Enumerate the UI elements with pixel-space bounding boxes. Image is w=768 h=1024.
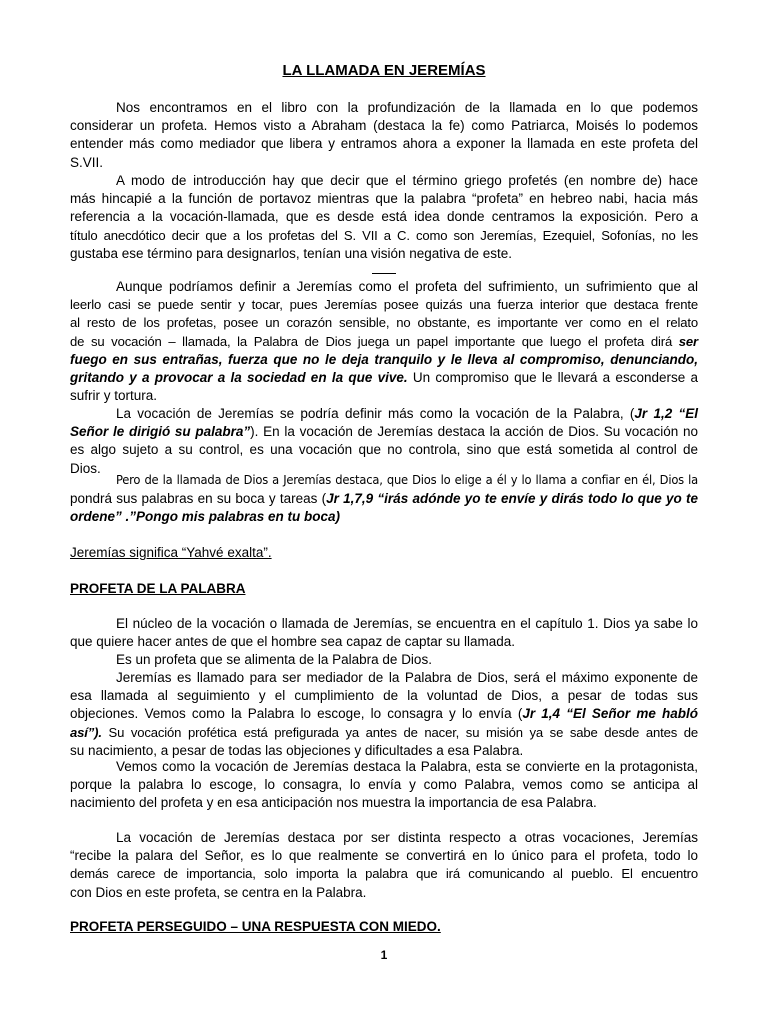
text-line: leerlo casi se puede sentir y tocar, pues Jeremías posee quizás una fuerza interior que destaca frente (70, 297, 698, 313)
text-line: nacimiento del profeta y en esa anticipación nos muestra la importancia de esa Palabra. (70, 795, 597, 811)
text-line: es algo sujeto a su control, es una vocación que no controla, sino que está sometida al control de (70, 442, 698, 458)
text-line: al resto de los profetas, posee un corazón sensible, no obstante, es importante ver como en el relato (70, 315, 698, 331)
text-line: gustaba ese término para designarlos, tenían una visión negativa de este. (70, 245, 513, 261)
paragraph-suffering (70, 278, 698, 405)
text-line: más hincapié a la función de portavoz mientras que la palabra “profeta” en hebreo nabi, hacia más (70, 191, 698, 207)
text-segment: Su vocación profética está prefigurada ya antes de nacer, su misión ya se sabe desde antes de (101, 724, 698, 740)
emphasis-text: gritando y a provocar a la sociedad en la que vive. (70, 370, 408, 386)
text-line (70, 369, 698, 387)
text-line: demás carece de importancia, solo importa la palabra que irá comunicando al pueblo. El encuentro (70, 866, 698, 882)
text-line (70, 423, 698, 441)
paragraph-nourished (70, 651, 698, 669)
text-line: su nacimiento, a pesar de todas las objeciones y dificultades a esa Palabra. (70, 742, 524, 758)
text-line (70, 333, 698, 351)
page-number: 1 (380, 948, 388, 962)
text-segment: ). En la vocación de Jeremías destaca la acción de Dios. Su vocación no (250, 424, 698, 440)
section-heading-word (70, 580, 698, 598)
text-segment: de su vocación – llamada, la Palabra de Dios juega un papel importante que luego el profeta dirá (70, 333, 679, 349)
bible-reference: Jr 1,2 “El (634, 406, 698, 421)
paragraph-nucleus (70, 615, 698, 651)
separator-line (372, 273, 396, 274)
text-line: Dios. (70, 460, 101, 476)
bible-quote: Señor le dirigió su palabra” (70, 424, 251, 440)
section-heading-text: PROFETA PERSEGUIDO – UNA RESPUESTA CON MIEDO. (70, 919, 441, 934)
text-line: porque la palabra lo escoge, lo consagra, lo envía y como Palabra, vemos como se anticipa al (70, 777, 698, 793)
emphasis-text: ser (678, 333, 698, 349)
text-line: S.VII. (70, 154, 104, 170)
text-line: A modo de introducción hay que decir que el término griego profetés (en nombre de) hace (116, 173, 698, 188)
text-line (70, 405, 698, 423)
bible-quote: Jr 1,4 “El Señor me habló (522, 706, 698, 722)
text-line (70, 490, 698, 508)
text-segment: pondrá sus palabras en su boca y tareas ( (70, 491, 327, 507)
text-line: considerar un profeta. Hemos visto a Abraham (destaca la fe) como Patriarca, Moisés lo podemos (70, 118, 698, 134)
bible-quote-line: ordene” .”Pongo mis palabras en tu boca) (70, 509, 341, 525)
name-meaning-text: Jeremías significa “Yahvé exalta”. (70, 545, 272, 560)
text-line (70, 724, 698, 742)
text-line: Jeremías es llamado para ser mediador de la Palabra de Dios, será el máximo exponente de (116, 670, 698, 685)
text-line: referencia a la vocación-llamada, que es desde está idea donde centramos la exposición. Pero a (70, 209, 698, 225)
document-title: LA LLAMADA EN JEREMÍAS (282, 62, 486, 79)
emphasis-line: fuego en sus entrañas, fuerza que no le deja tranquilo y le lleva al compromiso, denunciando, (70, 351, 698, 367)
text-line: Nos encontramos en el libro con la profundización de la llamada en lo que podemos (116, 100, 698, 115)
text-line: El núcleo de la vocación o llamada de Jeremías, se encuentra en el capítulo 1. Dios ya sabe lo (116, 616, 698, 631)
text-line: con Dios en este profeta, se centra en la Palabra. (70, 884, 367, 900)
bible-quote: así”). (70, 724, 102, 740)
text-segment: Un compromiso que le llevará a esconderse a (407, 370, 698, 386)
text-line (70, 705, 698, 723)
name-meaning (70, 544, 698, 562)
section-heading-persecuted (70, 918, 698, 936)
paragraph-intro (70, 99, 698, 172)
text-line: Aunque podríamos definir a Jeremías como el profeta del sufrimiento, un sufrimiento que al (116, 279, 698, 294)
text-segment: La vocación de Jeremías se podría definir más como la vocación de la Palabra, ( (116, 406, 635, 421)
text-segment: objeciones. Vemos como la Palabra lo escoge, lo consagra y lo envía ( (70, 706, 523, 722)
text-line: Pero de la llamada de Dios a Jeremías destaca, que Dios lo elige a él y lo llama a confiar en él, Dios la (116, 473, 698, 488)
text-line: Vemos como la vocación de Jeremías destaca la Palabra, esta se convierte en la protagonista, (116, 759, 698, 774)
bible-quote: Jr 1,7,9 “irás adónde yo te envíe y dirás todo lo que yo te (326, 491, 698, 507)
paragraph-introduction-term (70, 172, 698, 263)
text-line: que quiere hacer antes de que el hombre sea capaz de captar su llamada. (70, 634, 516, 650)
paragraph-distinct (70, 829, 698, 902)
paragraph-protagonist (70, 758, 698, 813)
text-line: “recibe la palara del Señor, es lo que realmente se convertirá en lo único para el profeta, todo lo (70, 848, 698, 864)
paragraph-mediator (70, 669, 698, 760)
text-line: entender más como mediador que libera y entramos ahora a exponer la llamada en este profeta del (70, 136, 698, 152)
text-line: sufrir y tortura. (70, 388, 158, 404)
section-heading-text: PROFETA DE LA PALABRA (70, 581, 246, 596)
text-line: Es un profeta que se alimenta de la Palabra de Dios. (116, 652, 432, 667)
paragraph-vocation-word (70, 405, 698, 478)
text-line: título anecdótico decir que a los profetas del S. VII a C. como son Jeremías, Ezequiel, Sofonías, no les (70, 227, 698, 243)
text-line: La vocación de Jeremías destaca por ser distinta respecto a otras vocaciones, Jeremías (116, 830, 698, 845)
text-line: esa llamada al seguimiento y el cumplimiento de la voluntad de Dios, a pesar de todas sus (70, 688, 698, 704)
paragraph-election (70, 472, 698, 527)
